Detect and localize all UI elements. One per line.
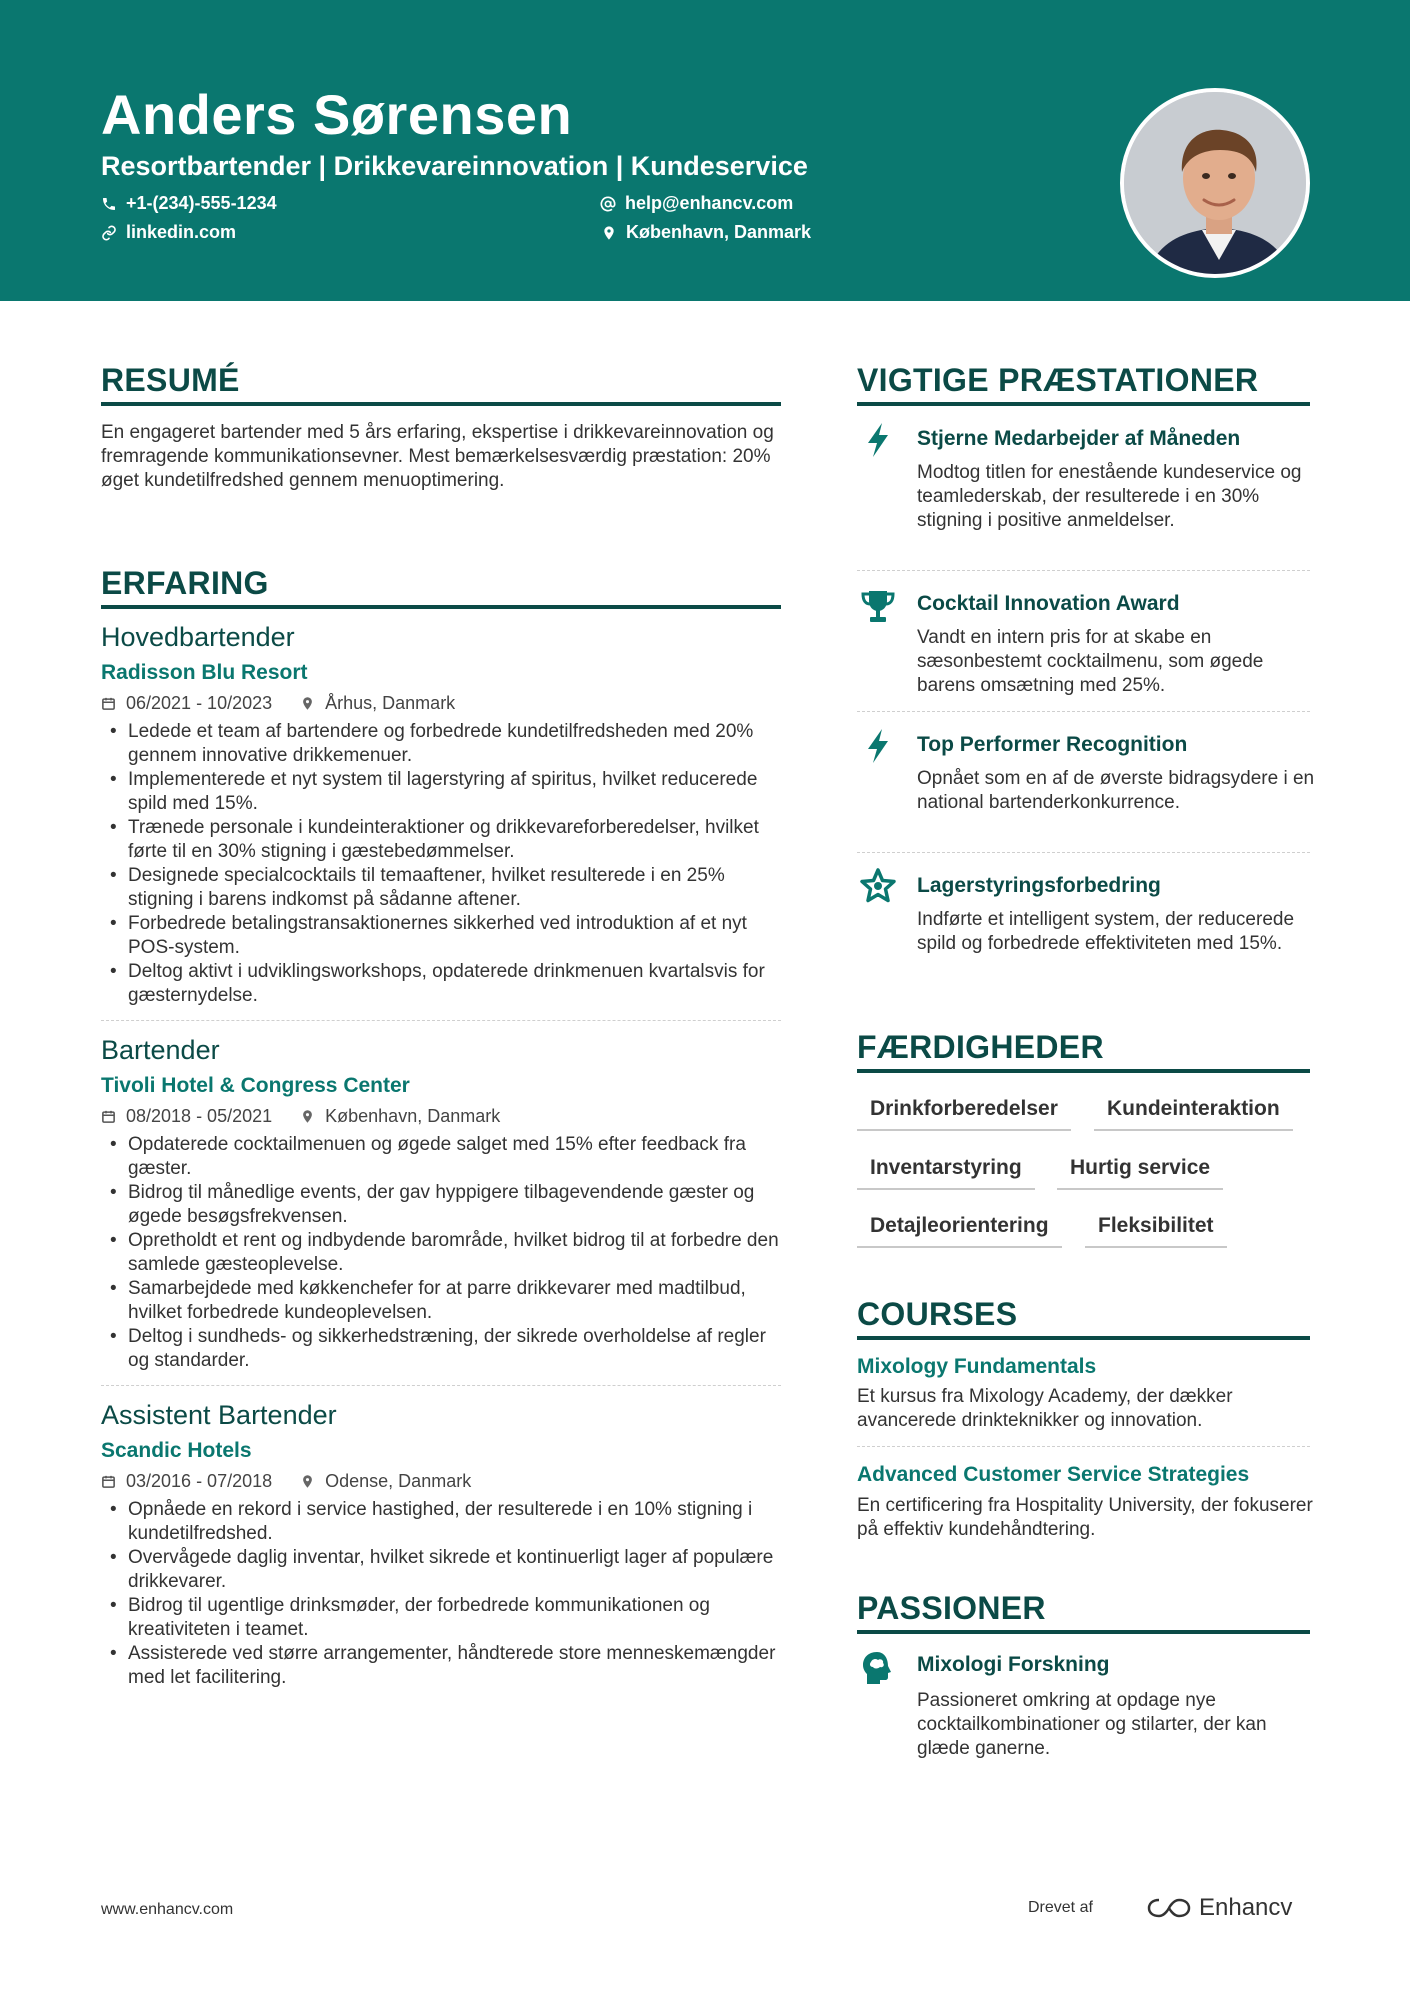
job-bullet: • Designede specialcocktails til temaaftener, hvilket resulterede i en 25% stigning i barens indkomst på sådanne aftener. (101, 864, 791, 912)
star-icon (858, 866, 898, 906)
job-role: Bartender (101, 1035, 220, 1065)
map-pin-icon (300, 1474, 315, 1489)
contact-linkedin[interactable] (101, 222, 236, 243)
job-bullets (101, 1498, 791, 1690)
course-desc: En certificering fra Hospitality University, der fokuserer på effektiv kundehåndtering. (857, 1495, 1313, 1540)
job-dates: 06/2021 - 10/2023 (126, 693, 273, 713)
job-bullet: • Overvågede daglig inventar, hvilket sikrede et kontinuerligt lager af populære drikkevarer. (101, 1546, 791, 1594)
header-banner (0, 0, 1410, 301)
map-pin-icon (300, 1109, 315, 1124)
divider (101, 1385, 781, 1386)
enhancv-logo-icon (1147, 1895, 1191, 1921)
passion-desc: Passioneret omkring at opdage nye cocktailkombinationer og stilarter, der kan glæde ganerne. (917, 1690, 1267, 1759)
footer-brand[interactable] (1147, 1894, 1292, 1922)
achievement-title: Top Performer Recognition (917, 733, 1188, 756)
job-role: Hovedbartender (101, 622, 295, 652)
linkedin-text: linkedin.com (126, 222, 237, 242)
skill-tag: Fleksibilitet (1085, 1214, 1227, 1248)
profile-photo-illustration (1124, 92, 1310, 278)
skills-section-title: FÆRDIGHEDER (857, 1029, 1104, 1065)
passions-section-rule (857, 1630, 1310, 1634)
contact-location (601, 222, 811, 243)
job-role: Assistent Bartender (101, 1400, 337, 1430)
divider (101, 1020, 781, 1021)
job-bullets (101, 720, 791, 1008)
skill-tag: Inventarstyring (857, 1156, 1035, 1190)
calendar-icon (101, 1474, 116, 1489)
job-bullet: • Ledede et team af bartendere og forbedrede kundetilfredsheden med 20% gennem innovative drikkemenuer. (101, 720, 791, 768)
phone-icon (101, 196, 117, 212)
job-bullet: • Deltog aktivt i udviklingsworkshops, opdaterede drinkmenuen kvartalsvis for gæsternydelse. (101, 960, 791, 1008)
job-bullet: • Bidrog til månedlige events, der gav hyppigere tilbagevendende gæster og øgede besøgsfrekvensen. (101, 1181, 791, 1229)
experience-section-title: ERFARING (101, 565, 269, 601)
job-location (300, 1106, 500, 1127)
summary-section-title: RESUMÉ (101, 362, 240, 398)
map-pin-icon (601, 225, 617, 241)
job-bullet: • Trænede personale i kundeinteraktioner og drikkevareforberedelser, hvilket førte til en 30% stigning i gæstebedømmelser. (101, 816, 791, 864)
job-bullet: • Samarbejdede med køkkenchefer for at parre drikkevarer med madtilbud, hvilket forbedrede kundeoplevelsen. (101, 1277, 791, 1325)
achievement-title: Stjerne Medarbejder af Måneden (917, 427, 1241, 450)
footer-powered-by: Drevet af (1028, 1899, 1093, 1916)
course-title: Mixology Fundamentals (857, 1355, 1097, 1378)
job-bullet: • Implementerede et nyt system til lagerstyring af spiritus, hvilket reducerede spild med 15%. (101, 768, 791, 816)
job-bullet: • Opretholdt et rent og indbydende barområde, hvilket bidrog til at forbedre den samlede gæsteoplevelse. (101, 1229, 791, 1277)
job-location (300, 1471, 471, 1492)
passions-section-title: PASSIONER (857, 1590, 1046, 1626)
link-icon (101, 225, 117, 241)
candidate-name: Anders Sørensen (101, 83, 573, 146)
job-company: Scandic Hotels (101, 1439, 252, 1462)
skill-tag: Hurtig service (1057, 1156, 1223, 1190)
skills-section-rule (857, 1069, 1310, 1073)
job-bullet: • Bidrog til ugentlige drinksmøder, der forbedrede kommunikationen og kreativiteten i teamet. (101, 1594, 791, 1642)
brand-name: Enhancv (1199, 1894, 1293, 1921)
map-pin-icon (300, 696, 315, 711)
divider (857, 852, 1310, 853)
achievement-title: Lagerstyringsforbedring (917, 874, 1161, 897)
achievement-desc: Vandt en intern pris for at skabe en sæsonbestemt cocktailmenu, som øgede barens omsætning med 25%. (917, 627, 1264, 696)
calendar-icon (101, 1109, 116, 1124)
lightning-bolt-icon (858, 726, 898, 766)
job-company: Tivoli Hotel & Congress Center (101, 1074, 410, 1097)
divider (857, 570, 1310, 571)
footer-website[interactable]: www.enhancv.com (101, 1901, 234, 1918)
calendar-icon (101, 696, 116, 711)
job-meta (101, 693, 455, 714)
job-bullet: • Opnåede en rekord i service hastighed, der resulterede i en 10% stigning i kundetilfredshed. (101, 1498, 791, 1546)
profile-photo (1120, 88, 1310, 278)
email-text: help@enhancv.com (625, 193, 794, 213)
job-bullet: • Forbedrede betalingstransaktionernes sikkerhed ved introduktion af et nyt POS-system. (101, 912, 791, 960)
achievements-section-title: VIGTIGE PRÆSTATIONER (857, 362, 1259, 398)
divider (857, 1446, 1310, 1447)
at-sign-icon (600, 196, 616, 212)
experience-section-rule (101, 605, 781, 609)
courses-section-title: COURSES (857, 1296, 1018, 1332)
job-bullet: • Opdaterede cocktailmenuen og øgede salget med 15% efter feedback fra gæster. (101, 1133, 791, 1181)
skill-tag: Drinkforberedelser (857, 1097, 1071, 1131)
trophy-icon (858, 586, 898, 626)
lightning-bolt-icon (858, 420, 898, 460)
course-desc: Et kursus fra Mixology Academy, der dækker avancerede drinkteknikker og innovation. (857, 1386, 1233, 1431)
job-location-text: København, Danmark (325, 1106, 501, 1126)
contact-phone (101, 193, 277, 214)
courses-section-rule (857, 1336, 1310, 1340)
summary-text: En engageret bartender med 5 års erfaring, ekspertise i drikkevareinnovation og fremragende kommunikationsevner. Mest bemærkelsesværdig præstation: 20% øget kundetilfredshed gennem menuoptimering. (101, 422, 774, 491)
job-bullet: • Deltog i sundheds- og sikkerhedstræning, der sikrede overholdelse af regler og standarder. (101, 1325, 791, 1373)
job-meta (101, 1471, 471, 1492)
achievements-section-rule (857, 402, 1310, 406)
job-bullets (101, 1133, 791, 1373)
job-dates: 08/2018 - 05/2021 (126, 1106, 273, 1126)
achievement-desc: Indførte et intelligent system, der reducerede spild og forbedrede effektiviteten med 15%. (917, 909, 1295, 954)
job-dates: 03/2016 - 07/2018 (126, 1471, 273, 1491)
job-location-text: Århus, Danmark (325, 693, 456, 713)
divider (857, 711, 1310, 712)
achievement-desc: Opnået som en af de øverste bidragsydere i en national bartenderkonkurrence. (917, 768, 1315, 813)
location-text: København, Danmark (626, 222, 812, 242)
job-location (300, 693, 455, 714)
phone-text: +1-(234)-555-1234 (126, 193, 277, 213)
course-title: Advanced Customer Service Strategies (857, 1463, 1250, 1486)
skill-tag: Kundeinteraktion (1094, 1097, 1293, 1131)
achievement-desc: Modtog titlen for enestående kundeservice og teamlederskab, der resulterede i en 30% stigning i positive anmeldelser. (917, 462, 1302, 531)
achievement-title: Cocktail Innovation Award (917, 592, 1180, 615)
contact-email[interactable] (600, 193, 793, 214)
skill-tag: Detajleorientering (857, 1214, 1062, 1248)
job-meta (101, 1106, 500, 1127)
head-brain-icon (858, 1648, 898, 1688)
passion-title: Mixologi Forskning (917, 1653, 1110, 1676)
job-bullet: • Assisterede ved større arrangementer, håndterede store menneskemængder med let facilitering. (101, 1642, 791, 1690)
job-location-text: Odense, Danmark (325, 1471, 472, 1491)
candidate-headline: Resortbartender | Drikkevareinnovation | Kundeservice (101, 151, 808, 181)
job-company: Radisson Blu Resort (101, 661, 308, 684)
summary-section-rule (101, 402, 781, 406)
